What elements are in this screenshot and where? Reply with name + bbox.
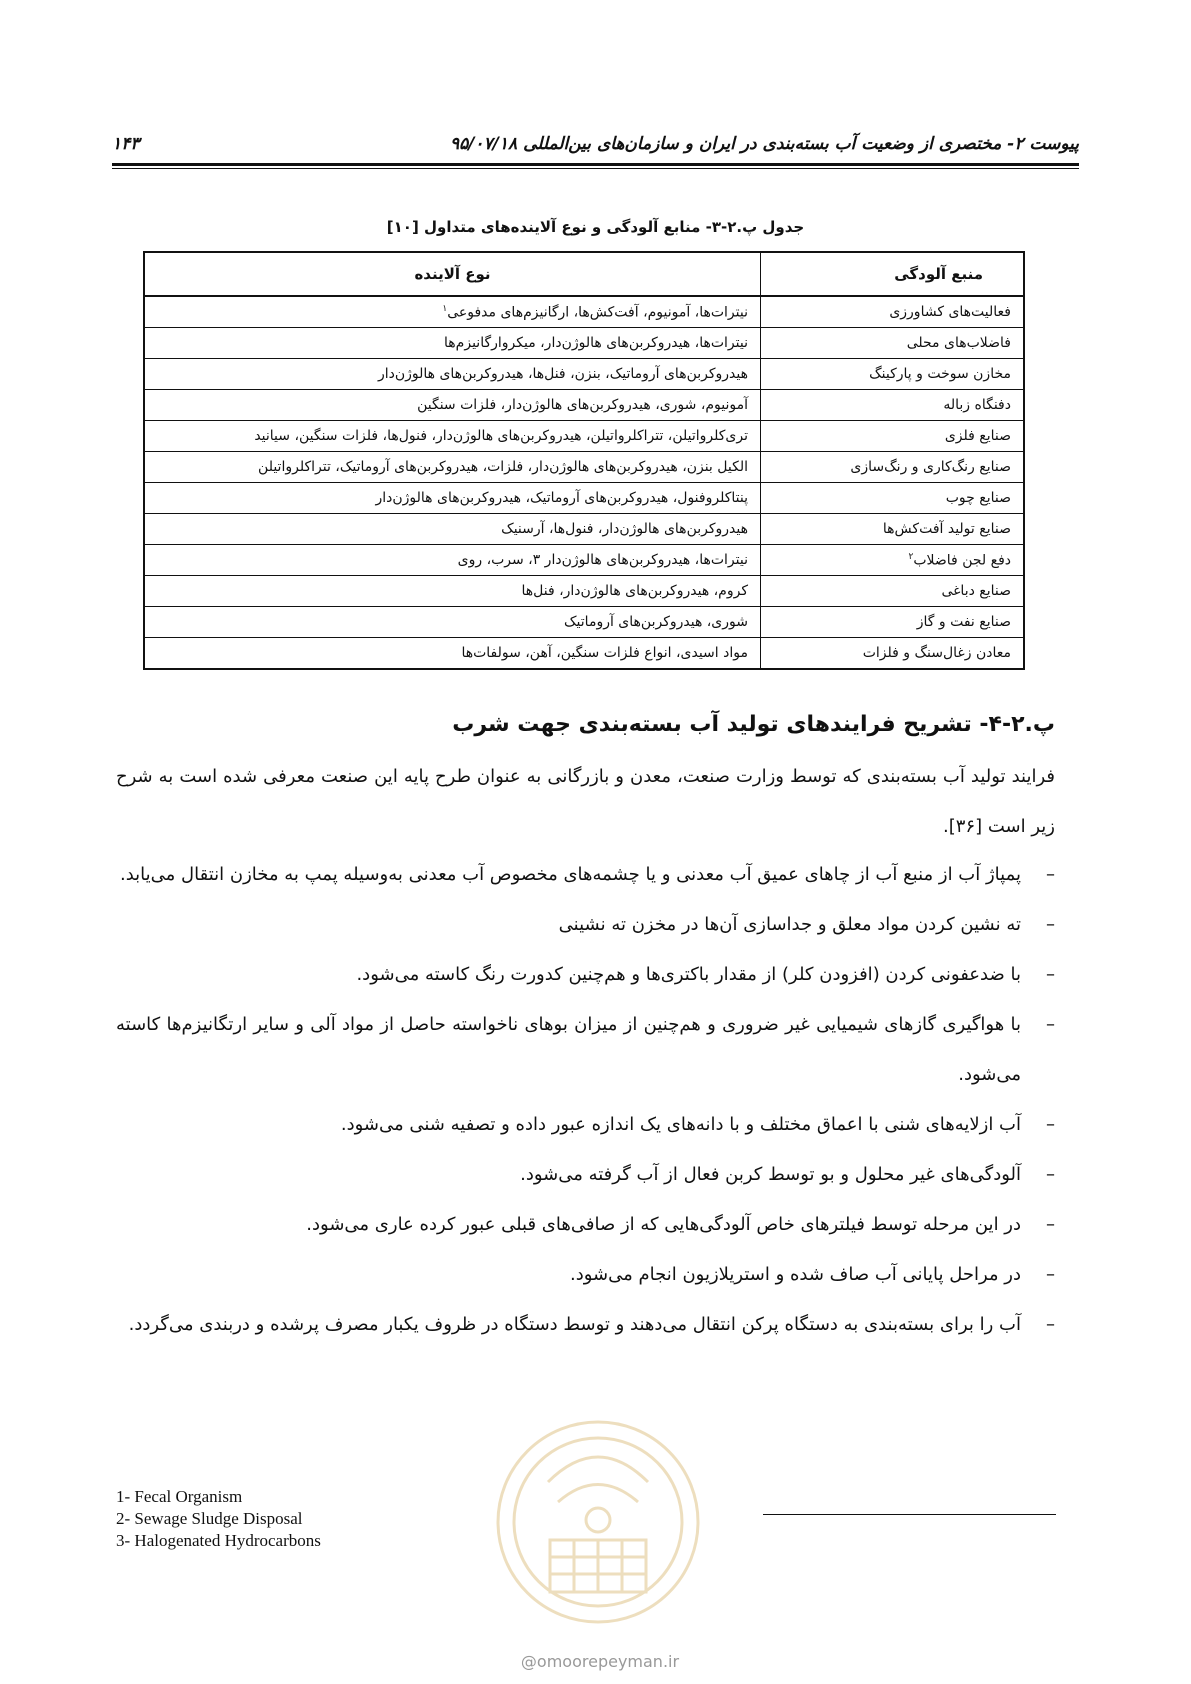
cell-pollutant — [144, 545, 761, 576]
bullet-dash: – — [1046, 1214, 1055, 1235]
table-body — [144, 296, 1024, 669]
table-row — [144, 545, 1024, 576]
cell-source — [761, 452, 1025, 483]
source-text: معادن زغال‌سنگ و فلزات — [862, 645, 1011, 661]
list-item-text: آب ازلایه‌های شنی با اعماق مختلف و با دانه‌های یک اندازه عبور داده و تصفیه شنی می‌شود. — [340, 1114, 1021, 1135]
column-header-pollutant: نوع آلاینده — [144, 252, 761, 296]
source-text: دفع لجن فاضلاب — [913, 552, 1011, 569]
pollutant-text: نیترات‌ها، آمونیوم، آفت‌کش‌ها، ارگانیزم‌های مدفوعی — [447, 304, 748, 321]
cell-source — [761, 359, 1025, 390]
footnote: 1- Fecal Organism — [116, 1487, 243, 1506]
header-rule — [112, 163, 1079, 166]
list-item-text: با هواگیری گازهای شیمیایی غیر ضروری و هم‌چنین از میزان بوهای ناخواسته حاصل از مواد آلی و سایر ارتگانیزم‌ها کاسته می‌شود. — [116, 1014, 1021, 1085]
table-row — [144, 421, 1024, 452]
running-header-title: پیوست ۲- مختصری از وضعیت آب بسته‌بندی در ایران و سازمان‌های بین‌المللی ۹۵/۰۷/۱۸ — [449, 134, 1079, 154]
pollutant-text: هیدروکربن‌های هالوژن‌دار، فنول‌ها، آرسنیک — [501, 521, 748, 537]
table-row — [144, 452, 1024, 483]
list-item — [116, 1200, 1055, 1250]
bullet-dash: – — [1046, 1314, 1055, 1335]
cell-source — [761, 607, 1025, 638]
list-item-text: ته نشین کردن مواد معلق و جداسازی آن‌ها در مخزن ته نشینی — [558, 914, 1021, 935]
page-number: ۱۴۳ — [112, 134, 140, 154]
section-heading: پ.۲-۴- تشریح فرایندهای تولید آب بسته‌بندی جهت شرب — [452, 712, 1055, 737]
list-item-text: در مراحل پایانی آب صاف شده و استریلازیون انجام می‌شود. — [569, 1264, 1021, 1285]
pollutant-text: نیترات‌ها، هیدروکربن‌های هالوژن‌دار ۳، سرب، روی — [457, 552, 748, 568]
table-row — [144, 607, 1024, 638]
bullet-dash: – — [1046, 914, 1055, 935]
list-item-text: پمپاژ آب از منبع آب از چاهای عمیق آب معدنی و یا چشمه‌های مخصوص آب معدنی به‌وسیله پمپ به مخازن انتقال می‌یابد. — [119, 864, 1021, 885]
footnote-ref: ۲ — [908, 551, 914, 562]
list-item — [116, 1300, 1055, 1350]
cell-source — [761, 514, 1025, 545]
list-item-text: با ضدعفونی کردن (افزودن کلر) از مقدار باکتری‌ها و هم‌چنین کدورت رنگ کاسته می‌شود. — [356, 964, 1021, 985]
cell-pollutant — [144, 390, 761, 421]
pollutant-text: مواد اسیدی، انواع فلزات سنگین، آهن، سولفات‌ها — [461, 645, 748, 661]
source-text: مخازن سوخت و پارکینگ — [869, 366, 1011, 382]
pollutant-text: الکیل بنزن، هیدروکربن‌های هالوژن‌دار، فلزات، هیدروکربن‌های آروماتیک، تتراکلرواتیلن — [258, 459, 748, 475]
footnote-ref: ۱ — [442, 303, 448, 314]
pollutant-text: آمونیوم، شوری، هیدروکربن‌های هالوژن‌دار، فلزات سنگین — [417, 397, 748, 413]
source-text: فعالیت‌های کشاورزی — [889, 304, 1011, 320]
table-row — [144, 296, 1024, 328]
cell-pollutant — [144, 514, 761, 545]
table-caption: جدول پ.۲-۳- منابع آلودگی و نوع آلاینده‌های متداول [۱۰] — [386, 218, 805, 236]
source-text: فاضلاب‌های محلی — [906, 335, 1011, 351]
bullet-dash: – — [1046, 1164, 1055, 1185]
list-item-text: آلودگی‌های غیر محلول و بو توسط کربن فعال از آب گرفته می‌شود. — [520, 1164, 1021, 1185]
pollutant-text: شوری، هیدروکربن‌های آروماتیک — [564, 614, 748, 630]
footnote: 2- Sewage Sludge Disposal — [116, 1509, 303, 1528]
cell-source — [761, 483, 1025, 514]
source-text: صنایع رنگ‌کاری و رنگ‌سازی — [850, 459, 1011, 475]
cell-pollutant — [144, 328, 761, 359]
table-row — [144, 359, 1024, 390]
cell-source — [761, 390, 1025, 421]
process-steps-list — [116, 850, 1055, 1350]
pollutant-text: تری‌کلرواتیلن، تتراکلرواتیلن، هیدروکربن‌های هالوژن‌دار، فنول‌ها، فلزات سنگین، سیانید — [254, 428, 748, 444]
list-item — [116, 850, 1055, 900]
table-header-row — [144, 252, 1024, 296]
table-row — [144, 638, 1024, 670]
cell-source — [761, 576, 1025, 607]
stamp-watermark — [488, 1412, 708, 1632]
table-row — [144, 514, 1024, 545]
source-text: دفنگاه زباله — [943, 397, 1011, 413]
cell-pollutant — [144, 483, 761, 514]
table-row — [144, 483, 1024, 514]
bullet-dash: – — [1046, 964, 1055, 985]
list-item-text: آب را برای بسته‌بندی به دستگاه پرکن انتقال می‌دهند و توسط دستگاه در ظروف یکبار مصرف پرشده و دربندی می‌گردد. — [128, 1314, 1021, 1335]
footnotes — [116, 1486, 321, 1552]
list-item — [116, 1100, 1055, 1150]
cell-source — [761, 421, 1025, 452]
cell-pollutant — [144, 359, 761, 390]
pollutant-text: پنتاکلروفنول، هیدروکربن‌های آروماتیک، هیدروکربن‌های هالوژن‌دار — [375, 490, 748, 506]
source-text: صنایع دباغی — [941, 583, 1011, 599]
pollutant-text: کروم، هیدروکربن‌های هالوژن‌دار، فنل‌ها — [521, 583, 748, 599]
watermark-site: @omoorepeyman.ir — [520, 1652, 680, 1671]
table-row — [144, 390, 1024, 421]
source-text: صنایع نفت و گاز — [916, 614, 1011, 630]
intro-paragraph: فرایند تولید آب بسته‌بندی که توسط وزارت صنعت، معدن و بازرگانی به عنوان طرح پایه این صنعت معرفی شده است به شرح زیر است [۳۶]. — [116, 766, 1055, 837]
cell-pollutant — [144, 296, 761, 328]
bullet-dash: – — [1046, 1264, 1055, 1285]
list-item — [116, 1150, 1055, 1200]
pollutant-text: نیترات‌ها، هیدروکربن‌های هالوژن‌دار، میکروارگانیزم‌ها — [444, 335, 748, 351]
cell-pollutant — [144, 421, 761, 452]
cell-pollutant — [144, 452, 761, 483]
table-row — [144, 328, 1024, 359]
cell-pollutant — [144, 638, 761, 670]
list-item-text: در این مرحله توسط فیلترهای خاص آلودگی‌هایی که از صافی‌های قبلی عبور کرده عاری می‌شود. — [306, 1214, 1021, 1235]
cell-pollutant — [144, 576, 761, 607]
list-item — [116, 1000, 1055, 1100]
list-item — [116, 900, 1055, 950]
source-text: صنایع فلزی — [944, 428, 1011, 444]
list-item — [116, 1250, 1055, 1300]
pollution-sources-table — [143, 251, 1025, 670]
cell-source — [761, 296, 1025, 328]
running-header — [112, 128, 1079, 160]
cell-source — [761, 328, 1025, 359]
source-text: صنایع چوب — [945, 490, 1011, 506]
bullet-dash: – — [1046, 1114, 1055, 1135]
pollutant-text: هیدروکربن‌های آروماتیک، بنزن، فنل‌ها، هیدروکربن‌های هالوژن‌دار — [377, 366, 748, 382]
table-row — [144, 576, 1024, 607]
list-item — [116, 950, 1055, 1000]
bullet-dash: – — [1046, 864, 1055, 885]
cell-source — [761, 638, 1025, 670]
column-header-source: منبع آلودگی — [761, 252, 1025, 296]
footnote-rule — [763, 1514, 1056, 1515]
bullet-dash: – — [1046, 1014, 1055, 1035]
cell-source — [761, 545, 1025, 576]
source-text: صنایع تولید آفت‌کش‌ها — [882, 521, 1011, 537]
cell-pollutant — [144, 607, 761, 638]
header-rule-thin — [112, 168, 1079, 169]
footnote: 3- Halogenated Hydrocarbons — [116, 1531, 321, 1550]
